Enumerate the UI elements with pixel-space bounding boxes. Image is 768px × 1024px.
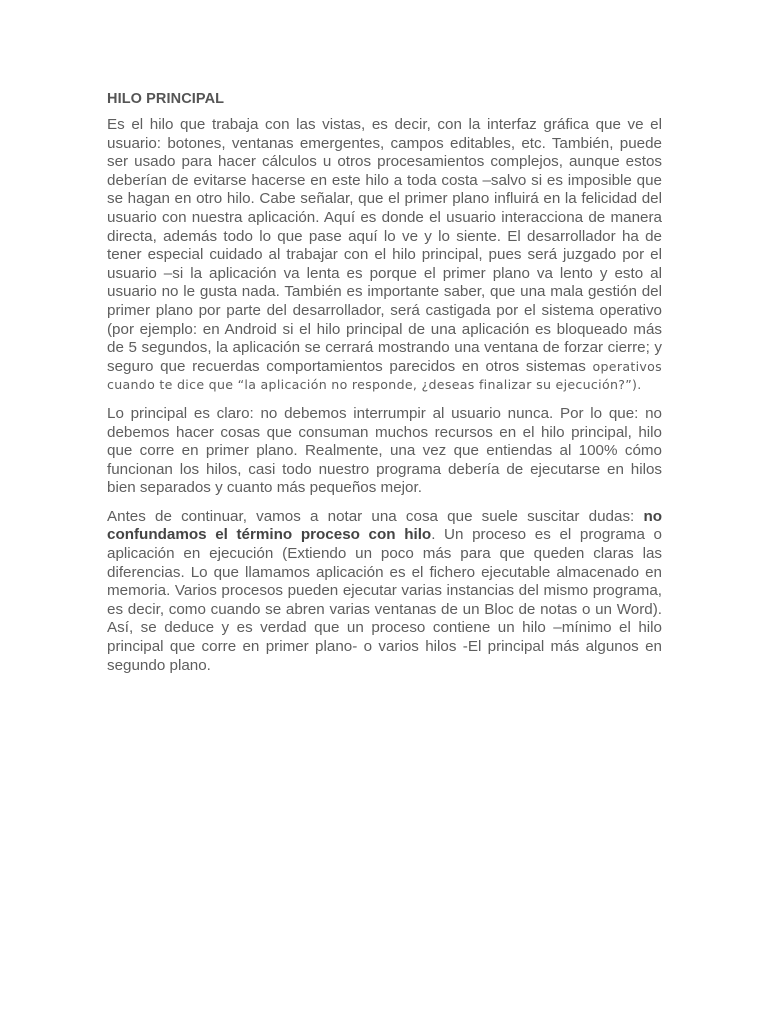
paragraph-principle: Lo principal es claro: no debemos interrumpir al usuario nunca. Por lo que: no debemos hacer cosas que consuman muchos recursos en el hilo principal, hilo que corre en primer plano. Realmente, una vez que entiendas al 100% cómo funcionan los hilos, casi todo nuestro programa debería de ejecutarse en hilos bien separados y cuanto más pequeños mejor.: [107, 404, 662, 497]
paragraph-process-lead: Antes de continuar, vamos a notar una cosa que suele suscitar dudas:: [107, 507, 644, 525]
paragraph-main-thread-quote: operativos cuando te dice que “la aplicación no responde, ¿deseas finalizar su ejecución?”).: [107, 358, 662, 393]
paragraph-main-thread-text: Es el hilo que trabaja con las vistas, es decir, con la interfaz gráfica que ve el usuario: botones, ventanas emergentes, campos editables, etc. También, puede ser usado para hacer cálculos u otros procesamientos complejos, aunque estos deberían de evitarse hacerse en este hilo a toda costa –salvo si es imposible que se hagan en otro hilo. Cabe señalar, que el primer plano influirá en la felicidad del usuario con nuestra aplicación. Aquí es donde el usuario interacciona de manera directa, además todo lo que pase aquí lo ve y lo siente. El desarrollador ha de tener especial cuidado al trabajar con el hilo principal, pues será juzgado por el usuario –si la aplicación va lenta es porque el primer plano va lento y esto al usuario no le gusta nada. También es importante saber, que una mala gestión del primer plano por parte del desarrollador, será castigada por el sistema operativo (por ejemplo: en Android si el hilo principal de una aplicación es bloqueado más de 5 segundos, la aplicación se cerrará mostrando una ventana de forzar cierre; y seguro que recuerdas comportamientos parecidos en otros sistemas: [107, 116, 662, 375]
paragraph-process-rest: . Un proceso es el programa o aplicación en ejecución (Extiendo un poco más para que queden claras las diferencias. Lo que llamamos aplicación es el fichero ejecutable almacenado en memoria. Varios procesos pueden ejecutar varias instancias del mismo programa, es decir, como cuando se abren varias ventanas de un Bloc de notas o un Word). Así, se deduce y es verdad que un proceso contiene un hilo –mínimo el hilo principal que corre en primer plano- o varios hilos -El principal más algunos en segundo plano.: [107, 526, 662, 674]
section-heading: HILO PRINCIPAL: [107, 91, 225, 107]
paragraph-process-bold: no confundamos el término proceso con hilo: [107, 507, 662, 544]
paragraph-main-thread: [107, 116, 662, 395]
paragraph-process-vs-thread: [107, 508, 662, 675]
document-page: [107, 91, 662, 685]
